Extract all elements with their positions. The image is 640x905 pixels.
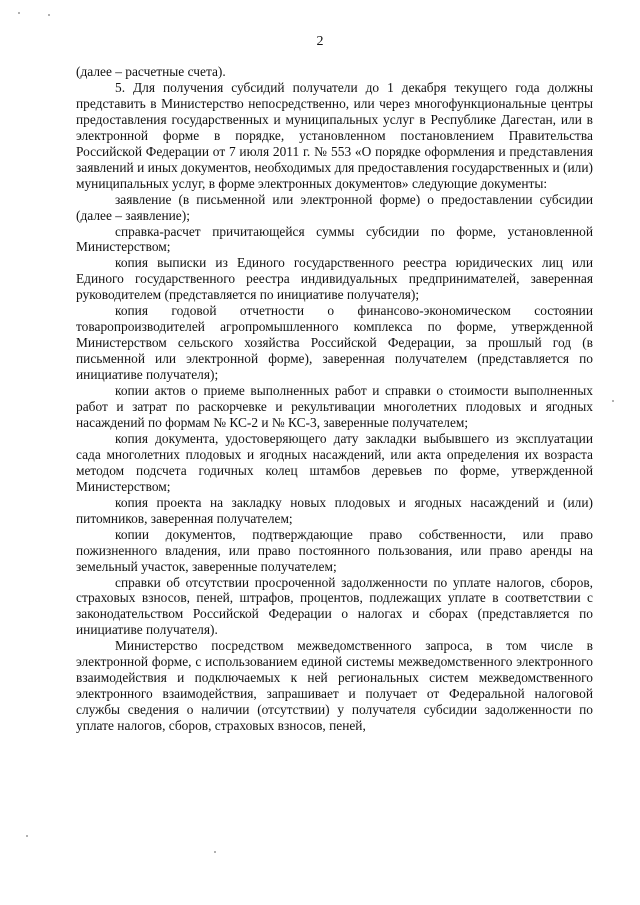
paragraph: копия выписки из Единого государственного реестра юридических лиц или Единого государственного реестра индивидуальных предпринимателей, заверенная руководителем (представляется по инициативе получателя); — [76, 255, 593, 303]
scan-speck — [612, 400, 614, 402]
scan-speck — [48, 14, 50, 16]
page-number: 2 — [316, 34, 324, 49]
paragraph: 5. Для получения субсидий получатели до 1 декабря текущего года должны представить в Министерство непосредственно, или через многофункциональные центры предоставления государственных и муниципальных услуг в Республике Дагестан, или в электронной форме в порядке, установленном постановлением Правительства Российской Федерации от 7 июля 2011 г. № 553 «О порядке оформления и представления заявлений и иных документов, необходимых для предоставления государственных и (или) муниципальных услуг, в форме электронных документов» следующие документы: — [76, 79, 593, 191]
scan-speck — [18, 12, 20, 14]
paragraph: копия годовой отчетности о финансово-экономическом состоянии товаропроизводителей агропромышленного комплекса по форме, утвержденной Министерством сельского хозяйства Российской Федерации, за прошлый год (в письменной или электронной форме), заверенная получателем (представляется по инициативе получателя); — [76, 303, 593, 383]
scan-speck — [26, 835, 28, 837]
paragraph: копии документов, подтверждающие право собственности, или право пожизненного владения, или право постоянного пользования, или право аренды на земельный участок, заверенные получателем; — [76, 526, 593, 574]
paragraph: копия проекта на закладку новых плодовых и ягодных насаждений и (или) питомников, заверенная получателем; — [76, 494, 593, 526]
paragraph: Министерство посредством межведомственного запроса, в том числе в электронной форме, с использованием единой системы межведомственного электронного взаимодействия и подключаемых к ней региональных систем межведомственного электронного взаимодействия, запрашивает и получает от Федеральной налоговой службы сведения о наличии (отсутствии) у получателя субсидии задолженности по уплате налогов, сборов, страховых взносов, пеней, — [76, 638, 593, 734]
paragraph: справка-расчет причитающейся суммы субсидии по форме, установленной Министерством; — [76, 223, 593, 255]
paragraph: справки об отсутствии просроченной задолженности по уплате налогов, сборов, страховых взносов, пеней, штрафов, процентов, подлежащих уплате в соответствии с законодательством Российской Федерации о налогах и сборах (представляется по инициативе получателя). — [76, 574, 593, 638]
paragraph: (далее – расчетные счета). — [76, 64, 226, 79]
document-body — [76, 64, 593, 734]
paragraph: копия документа, удостоверяющего дату закладки выбывшего из эксплуатации сада многолетних плодовых и ягодных насаждений, или акта определения их возраста методом подсчета годичных колец штамбов деревьев по форме, утвержденной Министерством; — [76, 430, 593, 494]
scan-speck — [214, 851, 216, 853]
paragraph: заявление (в письменной или электронной форме) о предоставлении субсидии (далее – заявление); — [76, 191, 593, 223]
paragraph: копии актов о приеме выполненных работ и справки о стоимости выполненных работ и затрат по раскорчевке и рекультивации многолетних плодовых и ягодных насаждений по формам № КС-2 и № КС-3, заверенные получателем; — [76, 383, 593, 430]
